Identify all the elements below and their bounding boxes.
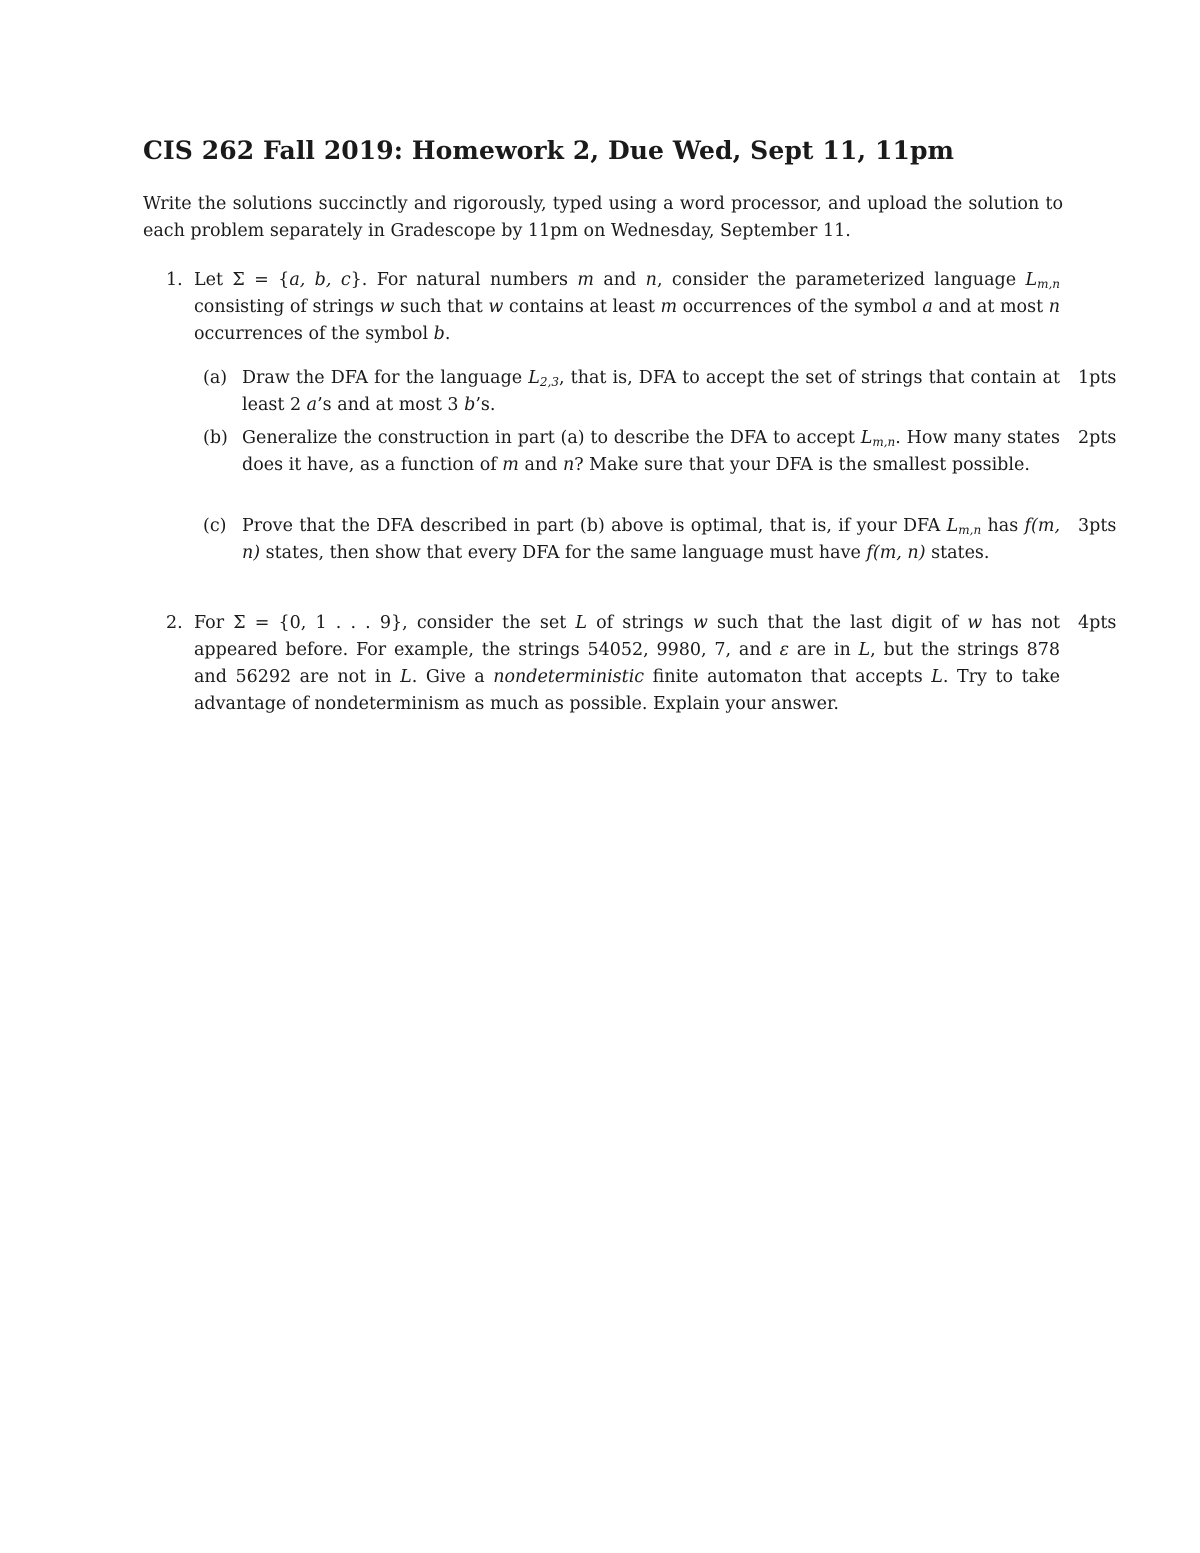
page-title: CIS 262 Fall 2019: Homework 2, Due Wed, Sept 11, 11pm <box>143 136 955 165</box>
problem-1-statement: Let Σ = {a, b, c}. For natural numbers m and n, consider the parameterized language $L_{m,n}$ consisting of strings w such that w contains at least m occurrences of the symbol a and at most n occurrences of the symbol b. <box>194 270 1060 344</box>
problem-2-points: 4pts <box>1078 613 1117 633</box>
part-a-points: 1pts <box>1078 368 1117 388</box>
instructions-paragraph: Write the solutions succinctly and rigorously, typed using a word processor, and upload the solution to each problem separately in Gradescope by 11pm on Wednesday, September 11. <box>143 194 1063 241</box>
part-b-points: 2pts <box>1078 428 1117 448</box>
part-c-statement: Prove that the DFA described in part (b) above is optimal, that is, if your DFA $L_{m,n}$ has f(m, n) states, then show that every DFA for the same language must have f(m, n) states. <box>242 516 1061 563</box>
part-b-statement: Generalize the construction in part (a) to describe the DFA to accept $L_{m,n}$. How many states does it have, as a function of m and n? Make sure that your DFA is the smallest possible. <box>242 428 1060 475</box>
problem-2-statement: For Σ = {0, 1 . . . 9}, consider the set L of strings w such that the last digit of w has not appeared before. For example, the strings 54052, 9980, 7, and ε are in L, but the strings 878 and 56292 are not in L. Give a nondeterministic finite automaton that accepts L. Try to take advantage of nondeterminism as much as possible. Explain your answer. <box>194 613 1060 714</box>
part-a-statement: Draw the DFA for the language $L_{2,3}$, that is, DFA to accept the set of strings that contain at least 2 a’s and at most 3 b’s. <box>242 368 1060 415</box>
part-c-label: (c) <box>203 516 227 536</box>
part-c-points: 3pts <box>1078 516 1117 536</box>
problem-2-number: 2. <box>166 613 183 633</box>
part-b-label: (b) <box>203 428 228 448</box>
part-a-label: (a) <box>203 368 228 388</box>
problem-1-number: 1. <box>166 270 183 290</box>
